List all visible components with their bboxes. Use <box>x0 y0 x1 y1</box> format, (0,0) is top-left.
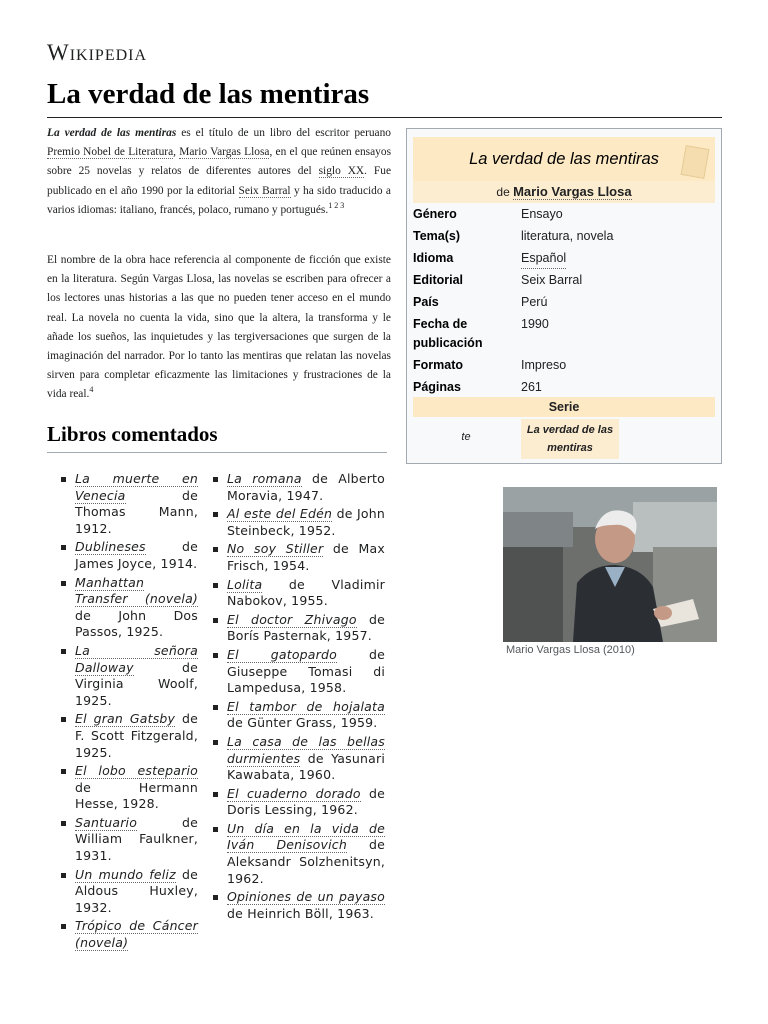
list-item <box>227 786 385 819</box>
row-label: Fecha de publicación <box>413 317 483 350</box>
row-value: 1990 <box>521 317 549 331</box>
book-link[interactable]: Lolita <box>227 576 263 592</box>
row-label: País <box>413 295 439 309</box>
list-item <box>75 575 198 641</box>
list-item <box>75 471 198 537</box>
intro-text-2: , <box>173 146 180 159</box>
book-link[interactable]: El cuaderno dorado <box>227 785 361 801</box>
book-link[interactable]: El gatopardo <box>227 646 337 662</box>
book-detail: de Doris Lessing, 1962. <box>227 785 386 818</box>
reference-link-4[interactable]: 4 <box>89 385 94 395</box>
list-item <box>227 541 385 574</box>
book-detail: de John Steinbeck, 1952. <box>227 506 386 538</box>
infobox-title <box>413 137 715 181</box>
list-item <box>75 763 198 813</box>
book-detail: de Max Frisch, 1954. <box>227 541 385 573</box>
author-photo[interactable] <box>503 487 717 642</box>
book-link[interactable]: La romana <box>227 471 302 486</box>
page-title: La verdad de las mentiras <box>47 78 370 110</box>
section-divider <box>47 452 387 453</box>
book-link[interactable]: Al este del Edén <box>227 506 333 522</box>
book-link[interactable]: Santuario <box>75 814 138 830</box>
list-item <box>227 577 385 610</box>
book-link[interactable]: Opiniones de un payaso <box>227 889 385 905</box>
intro-text-4: . Fue publicado en el año 1990 por la editorial <box>47 165 392 197</box>
book-detail: de Hermann Hesse, 1928. <box>75 779 198 812</box>
row-value: 261 <box>521 380 542 394</box>
book-detail: de Giuseppe Tomasi di Lampedusa, 1958. <box>227 646 385 696</box>
book-link[interactable]: El tambor de hojalata <box>227 698 385 714</box>
second-paragraph <box>47 251 391 405</box>
intro-text-3: , en el que reúnen ensayos sobre 25 novelas y relatos de diferentes autores del <box>47 146 391 178</box>
book-detail: de James Joyce, 1914. <box>75 539 198 571</box>
infobox-author-link[interactable]: Mario Vargas Llosa <box>513 184 632 199</box>
book-link[interactable]: El gran Gatsby <box>75 711 176 727</box>
list-item <box>75 918 198 951</box>
intro-text-1: es el título de un libro del escritor peruano <box>176 127 391 139</box>
list-item <box>227 734 385 784</box>
list-item <box>75 643 198 709</box>
list-item <box>227 612 385 645</box>
list-item <box>227 647 385 697</box>
title-divider <box>47 117 722 118</box>
wikipedia-logo[interactable]: Wikipedia <box>47 40 148 65</box>
book-detail: de Vladimir Nabokov, 1955. <box>227 576 385 609</box>
list-item <box>75 815 198 865</box>
infobox-serie-header: Serie <box>413 397 715 417</box>
book-detail: de Alberto Moravia, 1947. <box>227 471 385 503</box>
row-label: Editorial <box>413 273 464 287</box>
author-photo-image <box>503 487 717 642</box>
infobox <box>406 128 722 464</box>
book-link[interactable]: Un día en la vida de Iván Denisovich <box>227 820 385 853</box>
second-paragraph-text: El nombre de la obra hace referencia al componente de ficción que existe en la literatura. Según Vargas Llosa, las novelas se escriben para ofrecer a los lectores unas historias a las que no pueden tener acceso en el mundo real. La novela no cuenta la vida, sino que la altera, la transforma y le añade los sueños, las inquietudes y las tergiversaciones que surgen de la imaginación del narrador. Por lo tanto las mentiras que relatan las novelas sirven para completar eficazmente las limitaciones y frustraciones de la vida real. <box>47 254 391 401</box>
books-list-column-2 <box>227 471 385 924</box>
book-link[interactable]: Manhattan Transfer (novela) <box>75 574 198 607</box>
book-link[interactable]: Trópico de Cáncer (novela) <box>75 918 198 951</box>
photo-caption: Mario Vargas Llosa (2010) <box>506 644 635 656</box>
book-detail: de Günter Grass, 1959. <box>227 715 378 731</box>
book-detail: de Yasunari Kawabata, 1960. <box>227 750 385 783</box>
book-detail: de Aldous Huxley, 1932. <box>75 866 198 915</box>
list-item <box>75 539 198 572</box>
book-detail: de William Faulkner, 1931. <box>75 814 198 864</box>
book-link[interactable]: El doctor Zhivago <box>227 611 357 627</box>
infobox-title-text: La verdad de las mentiras <box>469 150 659 168</box>
book-link[interactable]: La muerte en Venecia <box>75 471 198 503</box>
row-label: Formato <box>413 358 463 372</box>
row-value: literatura, novela <box>521 229 614 243</box>
reference-links[interactable]: 1 2 3 <box>328 201 345 211</box>
row-label: Idioma <box>413 251 454 265</box>
book-link[interactable]: La casa de las bellas durmientes <box>227 733 385 766</box>
row-label: Género <box>413 207 457 221</box>
link-author[interactable]: Mario Vargas Llosa <box>179 146 270 159</box>
infobox-author <box>413 181 715 203</box>
row-value: Impreso <box>521 358 567 372</box>
book-link[interactable]: La señora Dalloway <box>75 642 198 675</box>
book-icon <box>681 145 710 179</box>
section-heading: Libros comentados <box>47 422 218 446</box>
book-detail: de Borís Pasternak, 1957. <box>227 611 385 644</box>
serie-previous-link[interactable]: te <box>461 431 471 443</box>
list-item <box>227 506 385 539</box>
book-link[interactable]: Un mundo feliz <box>75 866 176 882</box>
link-premio-nobel[interactable]: Premio Nobel de Literatura <box>47 146 174 159</box>
book-link[interactable]: Dublineses <box>75 539 146 555</box>
list-item <box>227 699 385 732</box>
books-list-column-1 <box>75 471 198 954</box>
link-siglo-xx[interactable]: siglo XX <box>318 165 365 178</box>
book-link[interactable]: No soy Stiller <box>227 541 324 557</box>
book-link[interactable]: El lobo estepario <box>75 763 198 779</box>
serie-current: La verdad de las mentiras <box>521 419 619 459</box>
row-value: Ensayo <box>521 207 563 221</box>
row-value-link[interactable]: Español <box>521 249 566 269</box>
list-item <box>227 471 385 504</box>
list-item <box>227 889 385 922</box>
book-detail: de John Dos Passos, 1925. <box>75 607 198 640</box>
author-prefix: de <box>496 185 514 199</box>
row-label: Tema(s) <box>413 229 461 243</box>
link-seix-barral[interactable]: Seix Barral <box>238 184 291 197</box>
row-value: Seix Barral <box>521 273 583 287</box>
book-detail: de Thomas Mann, 1912. <box>75 487 198 536</box>
intro-bold-title: La verdad de las mentiras <box>47 127 177 139</box>
row-value: Perú <box>521 295 548 309</box>
intro-paragraph <box>47 124 391 220</box>
book-detail: de Virginia Woolf, 1925. <box>75 659 198 708</box>
list-item <box>75 867 198 917</box>
book-detail: de Heinrich Böll, 1963. <box>227 905 374 921</box>
book-detail: de F. Scott Fitzgerald, 1925. <box>75 711 198 760</box>
row-label: Páginas <box>413 380 461 394</box>
list-item <box>75 711 198 761</box>
book-detail: de Aleksandr Solzhenitsyn, 1962. <box>227 837 385 886</box>
list-item <box>227 821 385 887</box>
intro-text-5: y ha sido traducido a varios idiomas: italiano, francés, polaco, rumano y portugués. <box>47 184 391 216</box>
